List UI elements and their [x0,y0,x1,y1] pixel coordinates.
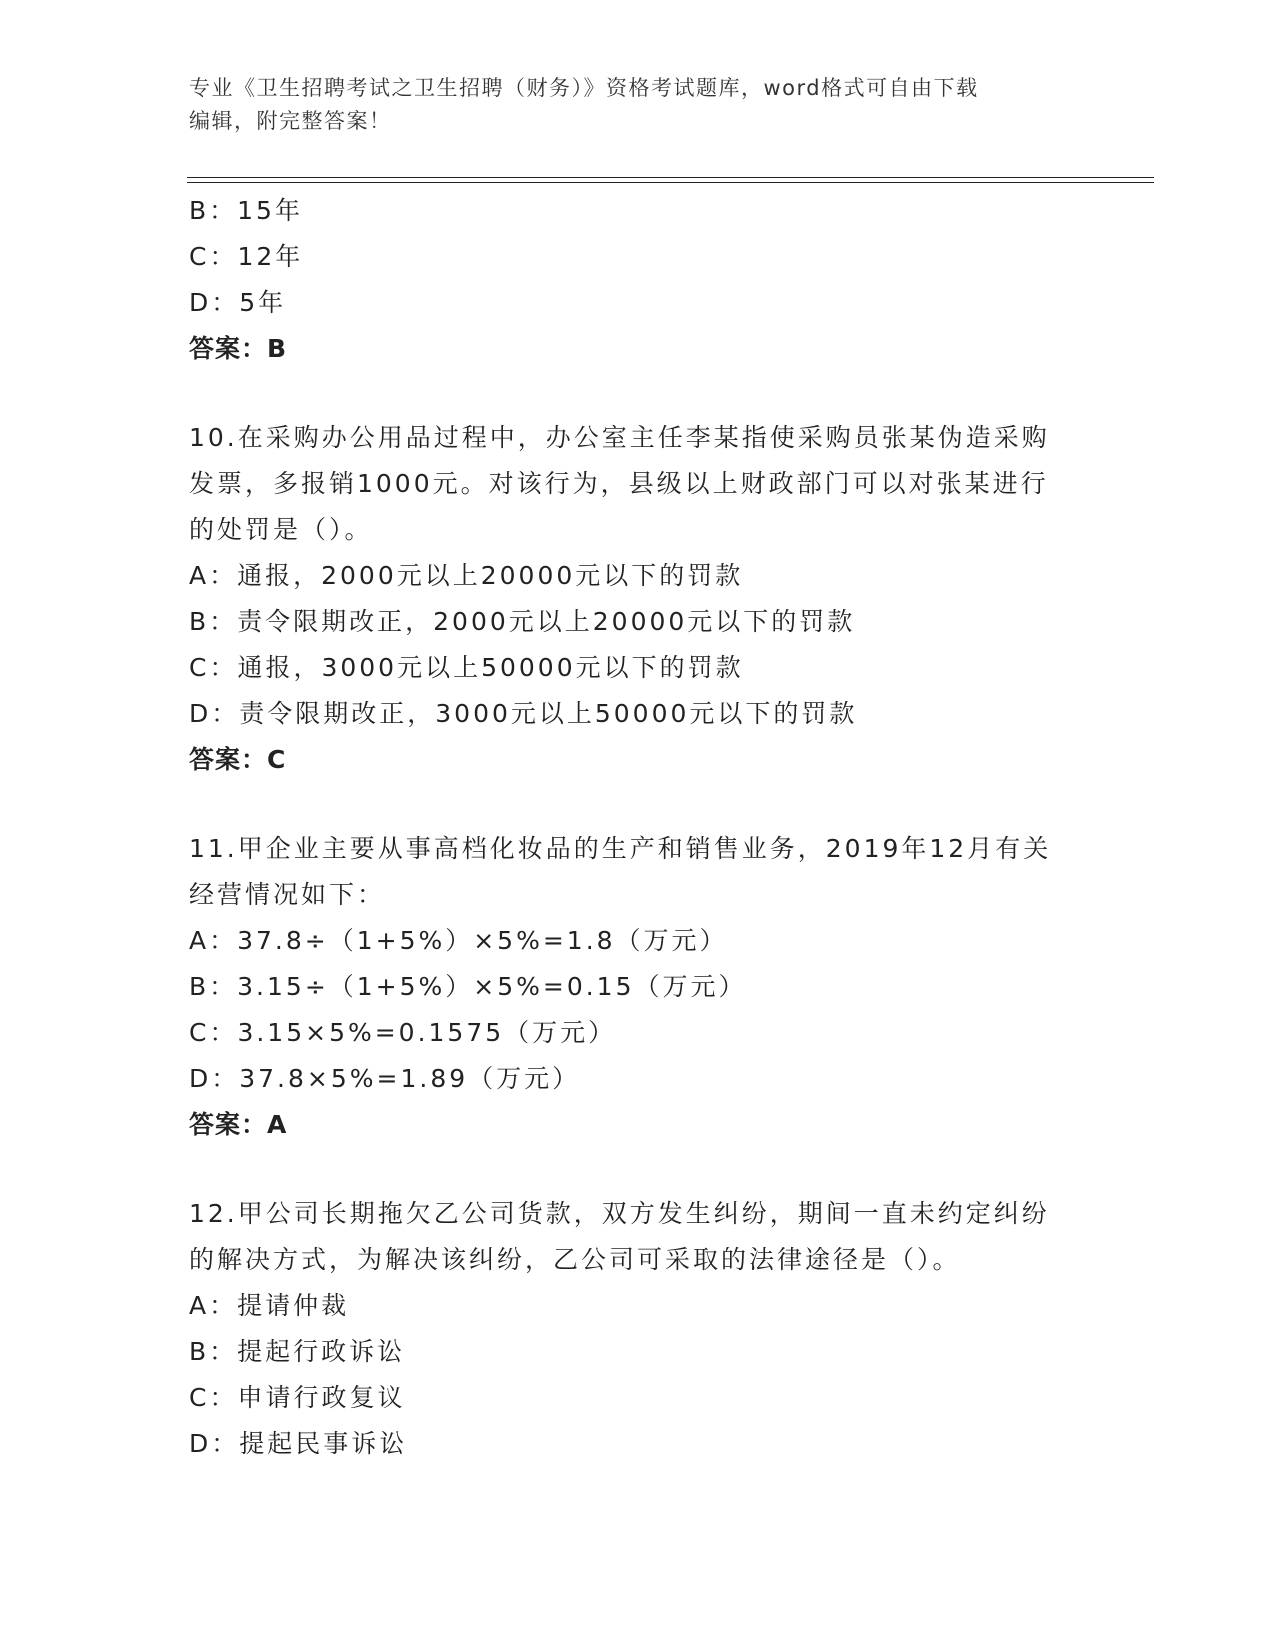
option-d: D：提起民事诉讼 [189,1429,408,1458]
question-9-tail [189,188,1089,372]
document-body [189,188,1089,1467]
question-text-line: 11.甲企业主要从事高档化妆品的生产和销售业务，2019年12月有关 [189,834,1052,863]
spacer [189,372,1089,415]
question-text-line: 发票，多报销1000元。对该行为，县级以上财政部门可以对张某进行 [189,469,1049,498]
header-line-2: 编辑，附完整答案！ [189,109,392,133]
question-text-line: 的处罚是（）。 [189,515,373,544]
option-d: D：5年 [189,288,287,317]
question-10 [189,415,1089,783]
option-c: C：申请行政复议 [189,1383,406,1412]
answer-line: 答案：C [189,745,287,774]
option-b: B：责令限期改正，2000元以上20000元以下的罚款 [189,607,856,636]
question-text-line: 12.甲公司长期拖欠乙公司货款，双方发生纠纷，期间一直未约定纠纷 [189,1199,1050,1228]
option-b: B：3.15÷（1+5%）×5%=0.15（万元） [189,972,747,1001]
spacer [189,1148,1089,1191]
document-header [189,72,1089,138]
option-b: B：提起行政诉讼 [189,1337,406,1366]
option-d: D：37.8×5%=1.89（万元） [189,1064,581,1093]
option-a: A：通报，2000元以上20000元以下的罚款 [189,561,744,590]
option-c: C：12年 [189,242,304,271]
option-a: A：提请仲裁 [189,1291,350,1320]
question-12 [189,1191,1089,1467]
answer-line: 答案：B [189,334,288,363]
option-b: B：15年 [189,196,303,225]
spacer [189,783,1089,826]
header-rule-top [187,177,1154,178]
option-a: A：37.8÷（1+5%）×5%=1.8（万元） [189,926,728,955]
question-text-line: 10.在采购办公用品过程中，办公室主任李某指使采购员张某伪造采购 [189,423,1050,452]
option-c: C：通报，3000元以上50000元以下的罚款 [189,653,744,682]
option-c: C：3.15×5%=0.1575（万元） [189,1018,617,1047]
option-d: D：责令限期改正，3000元以上50000元以下的罚款 [189,699,858,728]
question-text-line: 的解决方式，为解决该纠纷，乙公司可采取的法律途径是（）。 [189,1245,961,1274]
answer-line: 答案：A [189,1110,288,1139]
header-line-1: 专业《卫生招聘考试之卫生招聘（财务）》资格考试题库，word格式可自由下载 [189,76,979,100]
question-11 [189,826,1089,1148]
question-text-line: 经营情况如下： [189,880,386,909]
header-rule-bottom [187,182,1154,183]
